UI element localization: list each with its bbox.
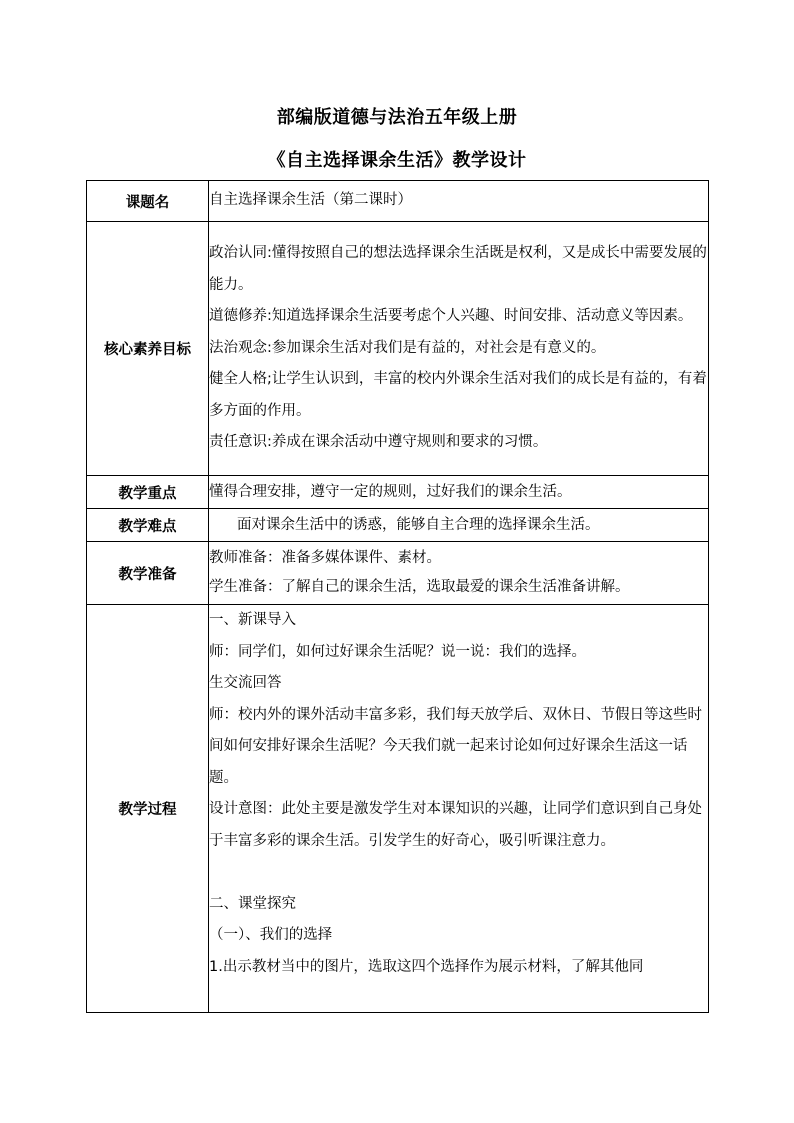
document-title: 部编版道德与法治五年级上册 xyxy=(276,107,518,128)
key-points-value: 懂得合理安排，遵守一定的规则，过好我们的课余生活。 xyxy=(209,476,709,509)
document-subtitle: 《自主选择课余生活》教学设计 xyxy=(267,150,527,171)
key-points-label: 教学重点 xyxy=(87,476,209,509)
table-row-difficulties xyxy=(87,509,709,542)
table-row-goals xyxy=(87,222,709,476)
difficulties-value: 面对课余生活中的诱惑，能够自主合理的选择课余生活。 xyxy=(237,517,600,533)
process-design-intent: 设计意图：此处主要是激发学生对本课知识的兴趣，让同学们意识到自己身处于丰富多彩的课余生活。引发学生的好奇心，吸引听课注意力。 xyxy=(209,801,702,849)
process-section-explore: 二、课堂探究 xyxy=(209,895,296,912)
table-row-key-points xyxy=(87,476,709,509)
goal-political: 政治认同:懂得按照自己的想法选择课余生活既是权利，又是成长中需要发展的能力。 xyxy=(209,245,707,293)
goal-responsibility: 责任意识:养成在课余活动中遵守规则和要求的习惯。 xyxy=(209,434,548,451)
process-section-intro: 一、新课导入 xyxy=(209,612,296,628)
process-label: 教学过程 xyxy=(87,605,209,1013)
process-teacher-question: 师：同学们，如何过好课余生活呢？说一说：我们的选择。 xyxy=(209,643,586,660)
table-row-preparation xyxy=(87,542,709,605)
table-row-process xyxy=(87,605,709,1013)
process-content xyxy=(209,605,709,1013)
lesson-plan-table xyxy=(86,180,709,1013)
preparation-teacher: 教师准备：准备多媒体课件、素材。 xyxy=(209,550,441,566)
topic-label: 课题名 xyxy=(87,181,209,222)
topic-value: 自主选择课余生活（第二课时） xyxy=(209,181,709,222)
process-spacer xyxy=(209,857,708,889)
preparation-content xyxy=(209,542,709,605)
goal-moral: 道德修养:知道选择课余生活要考虑个人兴趣、时间安排、活动意义等因素。 xyxy=(209,308,693,325)
goals-label: 核心素养目标 xyxy=(87,222,209,476)
process-teacher-intro: 师：校内外的课外活动丰富多彩，我们每天放学后、双休日、节假日等这些时间如何安排好课余生活呢？今天我们就一起来讨论如何过好课余生活这一话题。 xyxy=(209,706,702,786)
goal-law: 法治观念:参加课余生活对我们是有益的，对社会是有意义的。 xyxy=(209,339,606,356)
preparation-student: 学生准备：了解自己的课余生活，选取最爱的课余生活准备讲解。 xyxy=(209,579,630,595)
process-student-answer: 生交流回答 xyxy=(209,675,282,691)
process-step-1: 1.出示教材当中的图片，选取这四个选择作为展示材料，了解其他同 xyxy=(209,958,644,975)
process-subsection-choice: （一）、我们的选择 xyxy=(209,927,333,943)
table-row-topic xyxy=(87,181,709,222)
difficulties-label: 教学难点 xyxy=(87,509,209,542)
goal-personality: 健全人格;让学生认识到，丰富的校内外课余生活对我们的成长是有益的，有着多方面的作用。 xyxy=(209,371,707,419)
goals-content xyxy=(209,222,709,476)
preparation-label: 教学准备 xyxy=(87,542,209,605)
